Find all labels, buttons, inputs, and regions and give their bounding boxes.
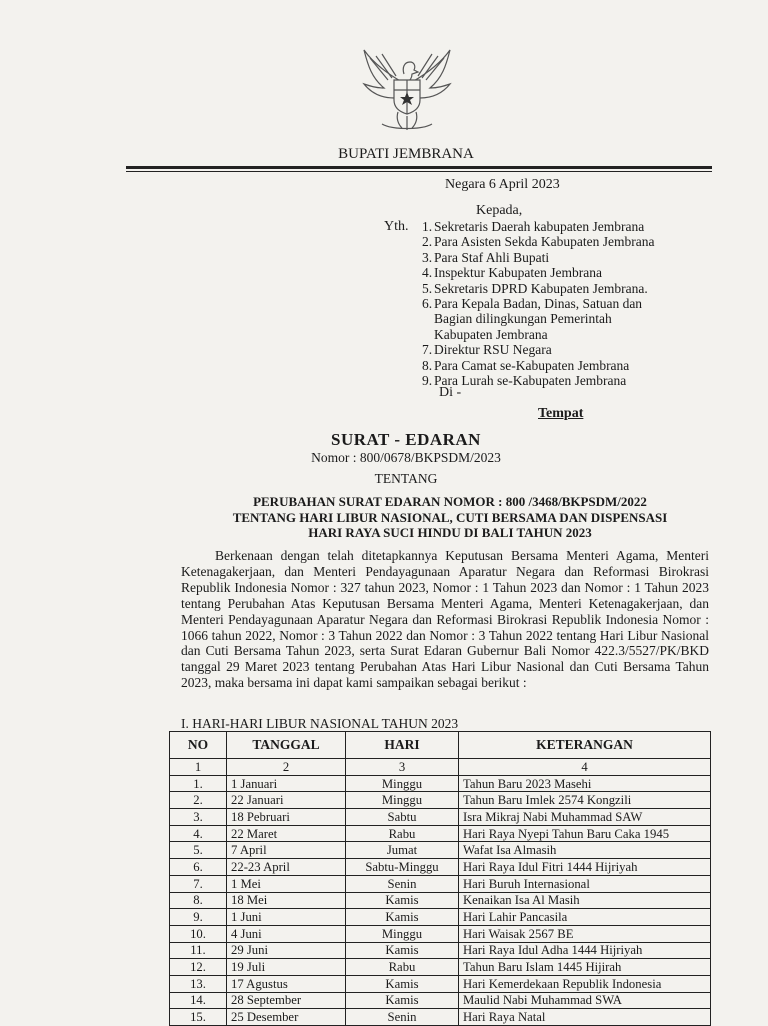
cell-keterangan: Hari Raya Idul Fitri 1444 Hijriyah — [459, 859, 711, 876]
cell-tanggal: 17 Agustus — [227, 975, 346, 992]
cell-tanggal: 29 Juni — [227, 942, 346, 959]
table-row — [170, 892, 711, 909]
cell-keterangan: Hari Waisak 2567 BE — [459, 925, 711, 942]
cell-tanggal: 22 Januari — [227, 792, 346, 809]
cell-no: 3. — [170, 809, 227, 826]
header-rule-thin — [126, 171, 712, 172]
holiday-table — [169, 731, 711, 1026]
cell-hari: Minggu — [346, 792, 459, 809]
cell-hari: Jumat — [346, 842, 459, 859]
cell-no: 10. — [170, 925, 227, 942]
body-paragraph: Berkenaan dengan telah ditetapkannya Keputusan Bersama Menteri Agama, Menteri Ketenagakerjaan, dan Menteri Pendayagunaan Aparatur Negara dan Reformasi Birokrasi Republik Indonesia Nomor : 327 tahun 2023, Nomor : 1 Tahun 2023 dan Nomor : 1 Tahun 2023 tentang Perubahan Atas Keputusan Bersama Menteri Agama, Menteri Ketenagakerjaan, dan Menteri Pendayagunaan Aparatur Negara dan Reformasi Birokrasi Republik Indonesia Nomor : 1066 tahun 2022, Nomor : 3 Tahun 2022 dan Nomor : 3 Tahun 2022 tentang Hari Libur Nasional dan Cuti Bersama Tahun 2023, serta Surat Edaran Gubernur Bali Nomor 422.3/5527/PK/BKD tanggal 29 Maret 2023 tentang Perubahan Atas Hari Libur Nasional dan Cuti Bersama Tahun 2023, maka bersama ini dapat kami sampaikan sebagai berikut : — [181, 548, 709, 691]
list-item: 4. Inspektur Kabupaten Jembrana — [422, 265, 602, 281]
cell-hari: Kamis — [346, 909, 459, 926]
table-row — [170, 992, 711, 1009]
column-header-keterangan: KETERANGAN — [459, 732, 711, 759]
cell-keterangan: Tahun Baru Imlek 2574 Kongzili — [459, 792, 711, 809]
table-row — [170, 959, 711, 976]
garuda-pancasila-emblem-icon — [358, 44, 456, 134]
table-row — [170, 909, 711, 926]
cell-keterangan: Hari Kemerdekaan Republik Indonesia — [459, 975, 711, 992]
cell-hari: Kamis — [346, 992, 459, 1009]
cell-hari: Kamis — [346, 892, 459, 909]
cell-no: 8. — [170, 892, 227, 909]
yth-label: Yth. — [384, 219, 409, 234]
column-header-hari: HARI — [346, 732, 459, 759]
column-number: 1 — [170, 759, 227, 776]
table-row — [170, 842, 711, 859]
list-item: 6. Para Kepala Badan, Dinas, Satuan dan Bagian dilingkungan Pemerintah Kabupaten Jembrana — [422, 296, 643, 342]
list-item: 9. Para Lurah se-Kabupaten Jembrana — [422, 373, 627, 389]
table-row — [170, 875, 711, 892]
cell-hari: Kamis — [346, 975, 459, 992]
list-item: 1. Sekretaris Daerah kabupaten Jembrana — [422, 219, 645, 234]
cell-hari: Minggu — [346, 775, 459, 792]
cell-keterangan: Hari Lahir Pancasila — [459, 909, 711, 926]
subject-line: PERUBAHAN SURAT EDARAN NOMOR : 800 /3468/BKPSDM/2022 — [253, 494, 647, 509]
column-header-tanggal: TANGGAL — [227, 732, 346, 759]
cell-no: 5. — [170, 842, 227, 859]
table-header-row — [170, 732, 711, 759]
cell-keterangan: Hari Raya Idul Adha 1444 Hijriyah — [459, 942, 711, 959]
cell-keterangan: Maulid Nabi Muhammad SWA — [459, 992, 711, 1009]
column-number: 4 — [459, 759, 711, 776]
table-row — [170, 859, 711, 876]
cell-tanggal: 28 September — [227, 992, 346, 1009]
cell-tanggal: 1 Juni — [227, 909, 346, 926]
list-item: 7. Direktur RSU Negara — [422, 342, 552, 358]
recipient-list — [422, 219, 722, 388]
table-row — [170, 825, 711, 842]
document-title: SURAT - EDARAN — [331, 430, 481, 449]
cell-no: 1. — [170, 775, 227, 792]
table-row — [170, 925, 711, 942]
cell-hari: Rabu — [346, 825, 459, 842]
cell-tanggal: 1 Mei — [227, 875, 346, 892]
column-number: 2 — [227, 759, 346, 776]
header-title: BUPATI JEMBRANA — [338, 146, 474, 162]
cell-tanggal: 4 Juni — [227, 925, 346, 942]
cell-tanggal: 25 Desember — [227, 1009, 346, 1026]
cell-hari: Rabu — [346, 959, 459, 976]
document-subject — [180, 494, 720, 541]
cell-no: 7. — [170, 875, 227, 892]
cell-keterangan: Wafat Isa Almasih — [459, 842, 711, 859]
table-row — [170, 809, 711, 826]
cell-hari: Sabtu — [346, 809, 459, 826]
di-label: Di - — [439, 385, 462, 400]
cell-no: 9. — [170, 909, 227, 926]
tempat-label: Tempat — [538, 406, 584, 421]
cell-no: 2. — [170, 792, 227, 809]
cell-tanggal: 19 Juli — [227, 959, 346, 976]
tentang-label: TENTANG — [374, 471, 438, 486]
list-item: 8. Para Camat se-Kabupaten Jembrana — [422, 357, 630, 373]
list-item: 5. Sekretaris DPRD Kabupaten Jembrana. — [422, 280, 648, 296]
table-row — [170, 792, 711, 809]
cell-hari: Sabtu-Minggu — [346, 859, 459, 876]
cell-tanggal: 22-23 April — [227, 859, 346, 876]
cell-keterangan: Hari Buruh Internasional — [459, 875, 711, 892]
header-rule-thick — [126, 166, 712, 169]
cell-tanggal: 7 April — [227, 842, 346, 859]
table-row — [170, 942, 711, 959]
cell-tanggal: 18 Pebruari — [227, 809, 346, 826]
cell-no: 15. — [170, 1009, 227, 1026]
cell-keterangan: Hari Raya Natal — [459, 1009, 711, 1026]
cell-keterangan: Isra Mikraj Nabi Muhammad SAW — [459, 809, 711, 826]
table-row — [170, 775, 711, 792]
column-header-no: NO — [170, 732, 227, 759]
document-number: Nomor : 800/0678/BKPSDM/2023 — [311, 450, 501, 465]
place-date: Negara 6 April 2023 — [445, 177, 560, 192]
subject-line: TENTANG HARI LIBUR NASIONAL, CUTI BERSAMA DAN DISPENSASI — [232, 509, 668, 525]
cell-hari: Kamis — [346, 942, 459, 959]
cell-no: 11. — [170, 942, 227, 959]
section-title: I. HARI-HARI LIBUR NASIONAL TAHUN 2023 — [181, 716, 459, 731]
list-item: 2. Para Asisten Sekda Kabupaten Jembrana — [422, 234, 655, 250]
cell-tanggal: 22 Maret — [227, 825, 346, 842]
cell-no: 4. — [170, 825, 227, 842]
cell-keterangan: Hari Raya Nyepi Tahun Baru Caka 1945 — [459, 825, 711, 842]
cell-hari: Senin — [346, 1009, 459, 1026]
table-row — [170, 1009, 711, 1026]
cell-no: 13. — [170, 975, 227, 992]
column-number: 3 — [346, 759, 459, 776]
cell-keterangan: Tahun Baru Islam 1445 Hijirah — [459, 959, 711, 976]
cell-no: 12. — [170, 959, 227, 976]
cell-tanggal: 1 Januari — [227, 775, 346, 792]
cell-no: 14. — [170, 992, 227, 1009]
cell-hari: Senin — [346, 875, 459, 892]
kepada-label: Kepada, — [476, 203, 523, 218]
cell-no: 6. — [170, 859, 227, 876]
list-item: 3. Para Staf Ahli Bupati — [422, 249, 550, 265]
cell-keterangan: Tahun Baru 2023 Masehi — [459, 775, 711, 792]
cell-keterangan: Kenaikan Isa Al Masih — [459, 892, 711, 909]
cell-hari: Minggu — [346, 925, 459, 942]
subject-line: HARI RAYA SUCI HINDU DI BALI TAHUN 2023 — [308, 525, 592, 540]
cell-tanggal: 18 Mei — [227, 892, 346, 909]
table-row — [170, 975, 711, 992]
column-number-row — [170, 759, 711, 776]
